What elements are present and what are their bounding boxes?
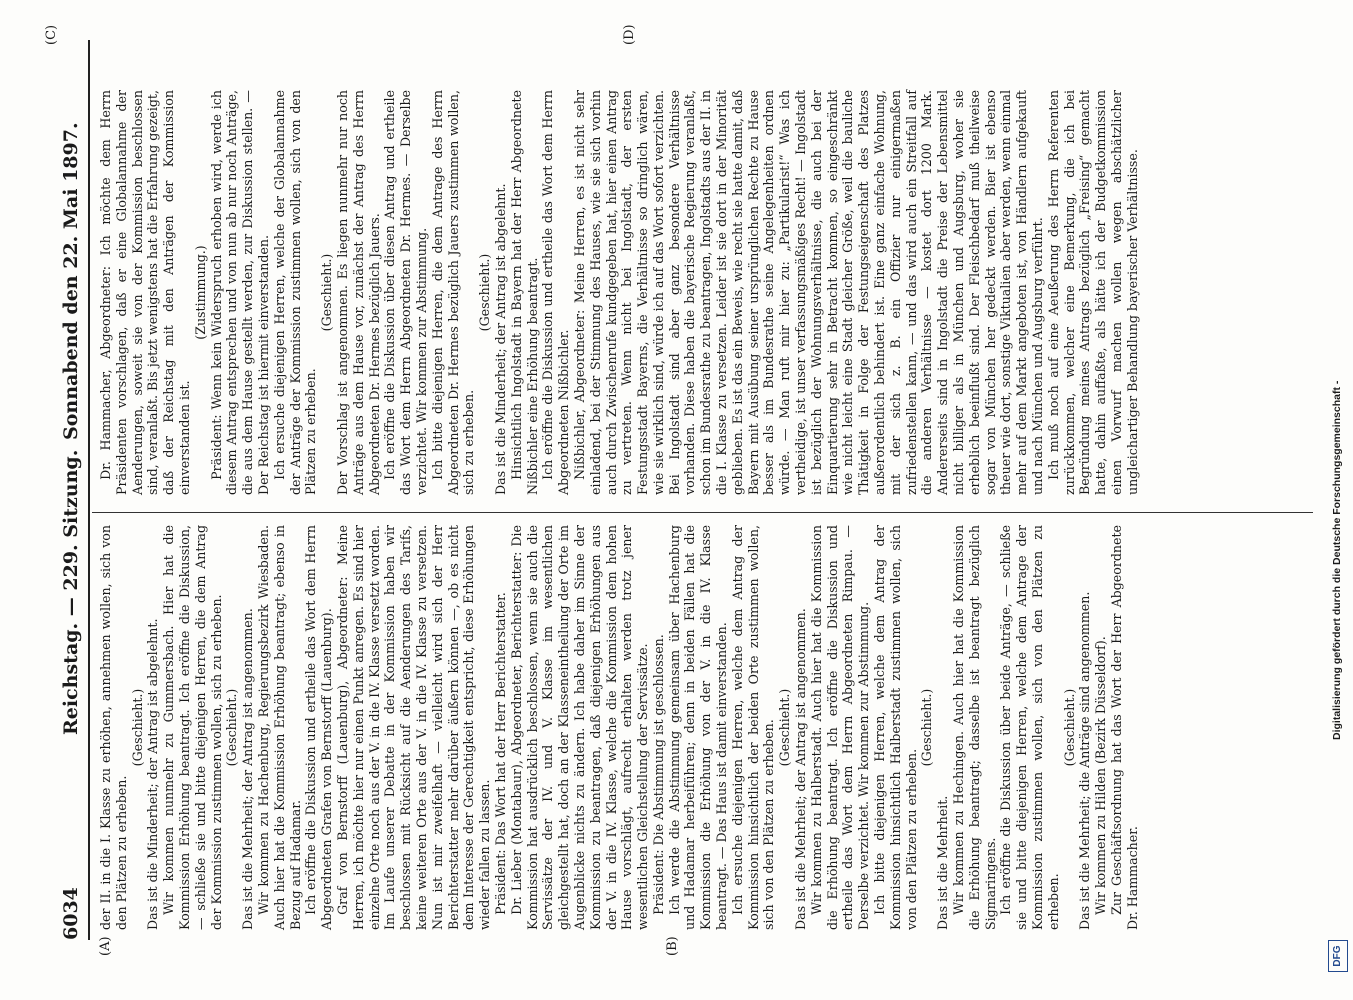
paragraph: Zur Geschäftsordnung hat das Wort der Herr Abgeordnete Dr. Hammacher. <box>1109 525 1140 930</box>
paragraph: Ich ersuche diejenigen Herren, welche dem Antrag der Kommission hinsichtlich der beiden Orte zustimmen wollen, sich von den Plätzen zu erheben. <box>729 525 777 930</box>
paragraph: der II. in die I. Klasse zu erhöhen, annehmen wollen, sich von den Plätzen zu erheben. <box>98 525 129 930</box>
stage-direction: (Geschieht.) <box>319 253 335 332</box>
right-column <box>98 90 1141 495</box>
header-rule <box>88 40 90 940</box>
stage-direction: (Geschieht.) <box>224 688 240 767</box>
paragraph: Das ist die Mehrheit; die Anträge sind angenommen. <box>1077 591 1093 930</box>
paragraph: Wir kommen zu Hachenburg, Regierungsbezirk Wiesbaden. Auch hier hat die Kommission Erhöhung beantragt; ebenso in Bezug auf Hadamar. <box>255 525 303 930</box>
paragraph: Präsident: Das Wort hat der Herr Berichterstatter. <box>492 592 508 915</box>
paragraph: Ich muß noch auf eine Aeußerung des Herrn Referenten zurückkommen, welcher eine Bemerkung, die ich bei Begründung meines Antrags bezüglich „Freising“ gemacht hatte, dahin auffaßte, als hätte ich der Budgetkommission einen Vorwurf machen wollen wegen abschätzlicher ungleichartiger Behandlung bayerischer Verhältnisse. <box>1045 90 1140 495</box>
paragraph: Wir kommen zu Hechingen. Auch hier hat die Kommission die Erhöhung beantragt; dasselbe ist beantragt bezüglich Sigmaringens. <box>951 525 998 930</box>
dfg-logo: DFG <box>1328 940 1348 972</box>
margin-mark-c: (C) <box>44 24 59 45</box>
column-divider <box>92 512 1313 513</box>
paragraph: Ich eröffne die Diskussion über beide Anträge, — schließe sie und bitte diejenigen Herren, welche dem Antrage der Kommission zustimmen wollen, sich von den Plätzen zu erheben. <box>998 525 1061 930</box>
paragraph: Dr. Lieber (Montabaur), Abgeordneter, Berichterstatter: Die Kommission hat ausdrücklich beschlossen, wenn sie auch die Servissätze der IV. und V. Klasse im wesentlichen gleichgestellt hat, doch an der Klasseneintheilung der Orte im Augenblicke nichts zu ändern. Ich habe daher im Sinne der Kommission zu beantragen, daß diejenigen Erhöhungen aus der V. in die IV. Klasse, welche die Kommission dem hohen Hause vorschlägt, aufrecht erhalten werden trotz jener wesentlichen Gleichstellung der Servissätze. <box>508 525 651 930</box>
paragraph: Der Vorschlag ist angenommen. Es liegen nunmehr nur noch Anträge aus dem Hause vor, zunächst der Antrag des Herrn Abgeordneten Dr. Hermes bezüglich Jauers. <box>334 90 382 495</box>
session-date: Sonnabend den 22. Mai 1897. <box>60 122 82 440</box>
paragraph: Das ist die Mehrheit; der Antrag ist angenommen. <box>793 608 809 930</box>
stage-direction: (Geschieht.) <box>777 688 793 767</box>
paragraph: Ich bitte diejenigen Herren, welche dem Antrag der Kommission hinsichtlich Halberstadt zustimmen wollen, sich von den Plätzen zu erheben. <box>872 525 919 930</box>
paragraph: Das ist die Minderheit; der Antrag ist abgelehnt. <box>492 183 508 495</box>
paragraph: Ich eröffne die Diskussion und ertheile das Wort dem Herrn Abgeordneten Grafen von Bernstorff (Lauenburg). <box>303 525 335 930</box>
credit-line <box>1323 0 1353 1000</box>
session-title: Reichstag. — 229. Sitzung. <box>60 449 82 735</box>
page-header <box>60 40 90 940</box>
paragraph: Ich ersuche diejenigen Herren, welche der Globalannahme der Anträge der Kommission zustimmen wollen, sich von den Plätzen zu erheben. <box>271 90 319 495</box>
page-number: 6034 <box>60 887 82 940</box>
paragraph: Hinsichtlich Ingolstadt in Bayern hat der Herr Abgeordnete Nißbichler eine Erhöhung beantragt. <box>508 90 540 495</box>
stage-direction: (Geschieht.) <box>1061 688 1077 767</box>
paragraph: Wir kommen zu Halberstadt. Auch hier hat die Kommission die Erhöhung beantragt. Ich eröffne die Diskussion und ertheile das Wort dem Herrn Abgeordneten Rimpau. — Derselbe verzichtet. Wir kommen zur Abstimmung. <box>808 525 872 930</box>
margin-mark-a: (A) <box>98 936 113 956</box>
stage-direction: (Geschieht.) <box>129 688 145 767</box>
paragraph: Das ist die Mehrheit; der Antrag ist angenommen. <box>240 608 256 930</box>
paragraph: Ich bitte diejenigen Herren, die dem Antrage des Herrn Abgeordneten Dr. Hermes bezüglich Jauers zustimmen wollen, sich zu erheben. <box>429 90 477 495</box>
paragraph: Präsident: Wenn kein Widerspruch erhoben wird, werde ich diesem Antrag entsprechen und von nun ab nur noch Anträge, die aus dem Hause gestellt werden, zur Diskussion stellen. — Der Reichstag ist hiermit einverstanden. <box>208 90 271 495</box>
paragraph: Wir kommen nunmehr zu Gummersbach. Hier hat die Kommission Erhöhung beantragt. Ich eröffne die Diskussion, — schließe sie und bitte diejenigen Herren, die dem Antrag der Kommission zustimmen wollen, sich zu erheben. <box>161 525 224 930</box>
paragraph: Ich eröffne die Diskussion und ertheile das Wort dem Herrn Abgeordneten Nißbichler. <box>540 90 572 495</box>
paragraph: Nißbichler, Abgeordneter: Meine Herren, es ist nicht sehr einladend, bei der Stimmung des Hauses, wie sie sich vorhin auch durch Zwischenrufe kundgegeben hat, hier einen Antrag zu vertreten. Wenn nicht bei Ingolstadt, der ersten Festungsstadt Bayerns, die Verhältnisse so dringlich wären, wie sie wirklich sind, würde ich auf das Wort sofort verzichten. Bei Ingolstadt sind aber ganz besondere Verhältnisse vorhanden. Diese haben die bayerische Regierung veranlaßt, schon im Bundesrathe zu beantragen, Ingolstadts aus der II. in die I. Klasse zu versetzen. Leider ist sie dort in der Minorität geblieben. Es ist das ein Beweis, wie recht sie hatte damit, daß Bayern mit Ausübung seiner ursprünglichen Rechte zu Hause besser als im Bundesrathe seine Angelegenheiten ordnen würde. — Man ruft mir hier zu: „Partikularist!“ Was ich vertheidige, ist unser verfassungsmäßiges Recht! — Ingolstadt ist bezüglich der Wohnungsverhältnisse, die auch bei der Einquartierung sehr in Betracht kommen, so eingeschränkt wie nicht leicht eine Stadt gleicher Größe, weil die bauliche Thätigkeit in Folge der Festungseigenschaft des Platzes außerordentlich behindert ist. Eine ganz einfache Wohnung, mit der sich z. B. ein Offizier nur einigermaßen zufriedenstellen kann, — und das wird auch ein Streitfall auf die anderen Verhältnisse — kostet dort 1200 Mark. Andererseits sind in Ingolstadt die Preise der Lebensmittel nicht billiger als in München und Augsburg, woher sie erheblich beeinflußt sind. Der Fleischbedarf muß theilweise sogar von München her gedeckt werden. Bier ist ebenso theuer wie dort, sonstige Viktualien aber werden, wenn einmal mehr auf dem Markt angeboten ist, von Händlern aufgekauft und nach München und Augsburg verführt. <box>571 90 1046 495</box>
paragraph: Ich werde die Abstimmung gemeinsam über Hachenburg und Hadamar herbeiführen; denn in beiden Fällen hat die Kommission die Erhöhung von der V. in die IV. Klasse beantragt. — Das Haus ist damit einverstanden. <box>666 525 730 930</box>
paragraph: Dr. Hammacher, Abgeordneter: Ich möchte dem Herrn Präsidenten vorschlagen, daß er eine Globalannahme der Aenderungen, soweit sie von der Kommission beschlossen sind, veranlaßt. Bis jetzt wenigstens hat die Erfahrung gezeigt, daß der Reichstag mit den Anträgen der Kommission einverstanden ist. <box>98 90 192 495</box>
stage-direction: (Geschieht.) <box>477 253 493 332</box>
paragraph: Präsident: Die Abstimmung ist geschlossen. <box>650 634 666 915</box>
paragraph: Das ist die Minderheit; der Antrag ist abgelehnt. <box>145 618 161 930</box>
stage-direction: (Zustimmung.) <box>192 245 208 340</box>
margin-mark-d: (D) <box>622 24 637 45</box>
credit-text: Digitalisierung gefördert durch die Deutsche Forschungsgemeinschaft - <box>1331 380 1343 740</box>
paragraph: Das ist die Mehrheit. <box>935 795 951 930</box>
paragraph: Wir kommen zu Hilden (Bezirk Düsseldorf). <box>1093 636 1109 915</box>
margin-mark-b: (B) <box>665 936 680 956</box>
stage-direction: (Geschieht.) <box>919 688 935 767</box>
left-column <box>98 525 1141 930</box>
paragraph: Graf von Bernstorff (Lauenburg), Abgeordneter: Meine Herren, ich möchte hier nur einen Punkt anregen. Es sind hier einzelne Orte noch aus der V. in die IV. Klasse versetzt worden. Im Laufe unserer Debatte in der Kommission haben wir beschlossen mit Rücksicht auf die Aenderungen des Tarifs, keine weiteren Orte aus der V. in die IV. Klasse zu versetzen. Nun ist mir zweifelhaft — vielleicht wird sich der Herr Berichterstatter mehr darüber äußern können —, ob es nicht dem Interesse der Gerechtigkeit entspricht, diese Erhöhungen wieder fallen zu lassen. <box>334 525 493 930</box>
paragraph: Ich eröffne die Diskussion über diesen Antrag und ertheile das Wort dem Herrn Abgeordneten Dr. Hermes. — Derselbe verzichtet. Wir kommen zur Abstimmung. <box>382 90 429 495</box>
